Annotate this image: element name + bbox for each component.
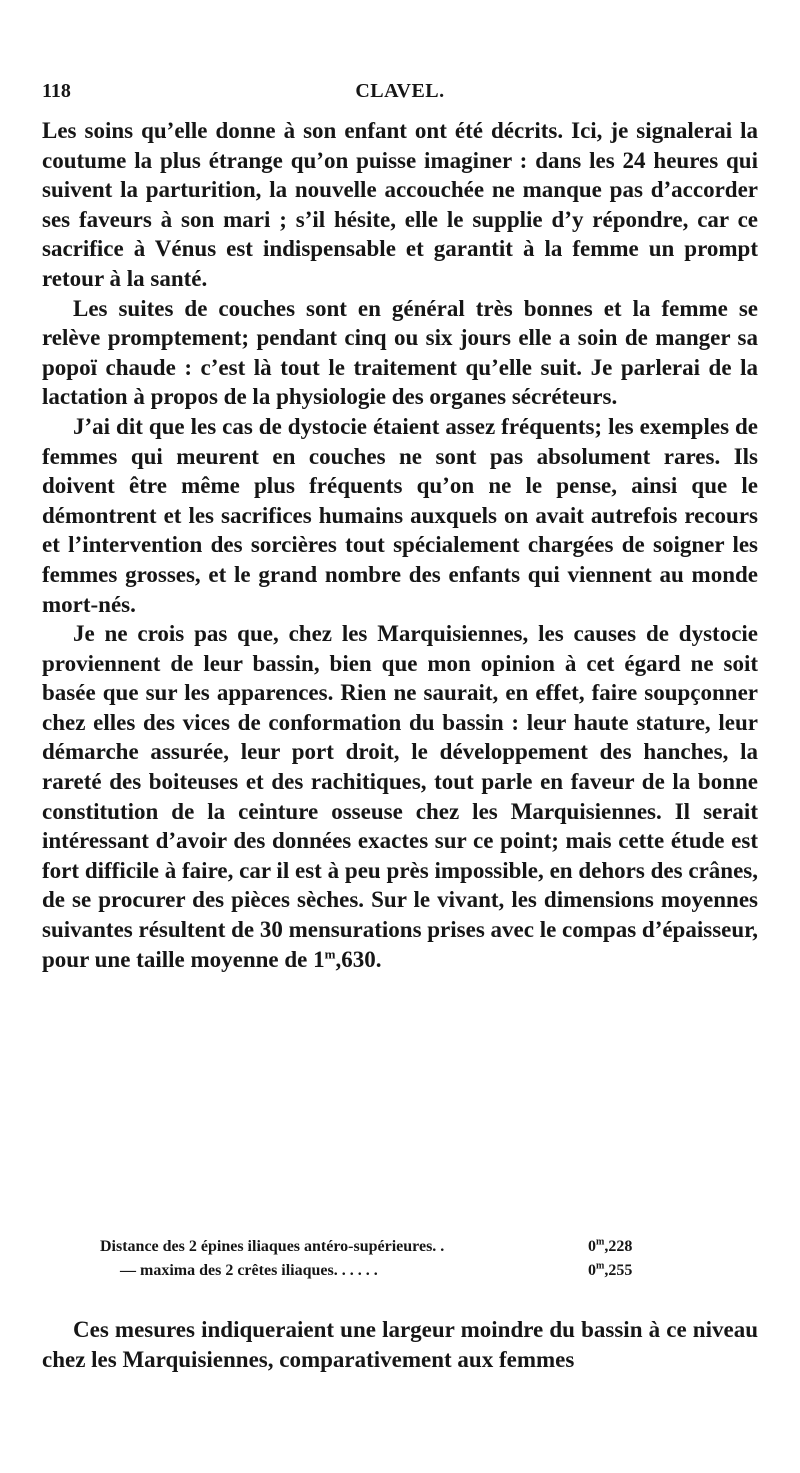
body-text: [42, 116, 758, 974]
running-title: CLAVEL.: [355, 80, 445, 102]
closing-text: [42, 1315, 758, 1374]
page-header: [42, 80, 758, 114]
unit-superscript: m: [324, 945, 336, 961]
measurements-table: [100, 1238, 700, 1286]
measurement-row: [100, 1262, 700, 1286]
paragraph-5: Ces mesures indiqueraient une largeur moindre du bassin à ce niveau chez les Marquisiennes, comparativement aux femmes: [42, 1317, 758, 1372]
measurement-row: [100, 1238, 700, 1262]
measurement-label: — maxima des 2 crêtes iliaques. . . . . .: [120, 1262, 378, 1279]
measurement-value: 0$^m$,228: [588, 1236, 633, 1255]
page-number: 118: [42, 80, 71, 102]
paragraph-2: Les suites de couches sont en général très bonnes et la femme se relève promptement; pendant cinq ou six jours elle a soin de manger sa popoï chaude : c’est là tout le traitement qu’elle suit. Je parlerai de la lactation à propos de la physiologie des organes sécréteurs.: [42, 295, 758, 410]
measurement-label: Distance des 2 épines iliaques antéro-supérieures. .: [100, 1238, 445, 1255]
paragraph-1: Les soins qu’elle donne à son enfant ont été décrits. Ici, je signalerai la coutume la plus étrange qu’on puisse imaginer : dans les 24 heures qui suivent la parturition, la nouvelle accouchée ne manque pas d’accorder ses faveurs à son mari ; s’il hésite, elle le supplie d’y répondre, car ce sacrifice à Vénus est indispensable et garantit à la femme un prompt retour à la santé.: [42, 118, 758, 291]
paragraph-4: Je ne crois pas que, chez les Marquisiennes, les causes de dystocie proviennent de leur bassin, bien que mon opinion à cet égard ne soit basée que sur les apparences. Rien ne saurait, en effet, faire soupçonner chez elles des vices de conformation du bassin : leur haute stature, leur démarche assurée, leur port droit, le développement des hanches, la rareté des boiteuses et des rachitiques, tout parle en faveur de la bonne constitution de la ceinture osseuse chez les Marquisiennes. Il serait intéressant d’avoir des données exactes sur ce point; mais cette étude est fort difficile à faire, car il est à peu près impossible, en dehors des crânes, de se procurer des pièces sèches. Sur le vivant, les dimensions moyennes suivantes résultent de 30 mensurations prises avec le compas d’épaisseur, pour une taille moyenne de 1$^m$,630.: [42, 621, 758, 972]
measurement-value: 0$^m$,255: [588, 1260, 633, 1279]
paragraph-3: J’ai dit que les cas de dystocie étaient assez fréquents; les exemples de femmes qui meurent en couches ne sont pas absolument rares. Ils doivent être même plus fréquents qu’on ne le pense, ainsi que le démontrent et les sacrifices humains auxquels on avait autrefois recours et l’intervention des sorcières tout spécialement chargées de soigner les femmes grosses, et le grand nombre des enfants qui viennent au monde mort-nés.: [42, 413, 758, 617]
